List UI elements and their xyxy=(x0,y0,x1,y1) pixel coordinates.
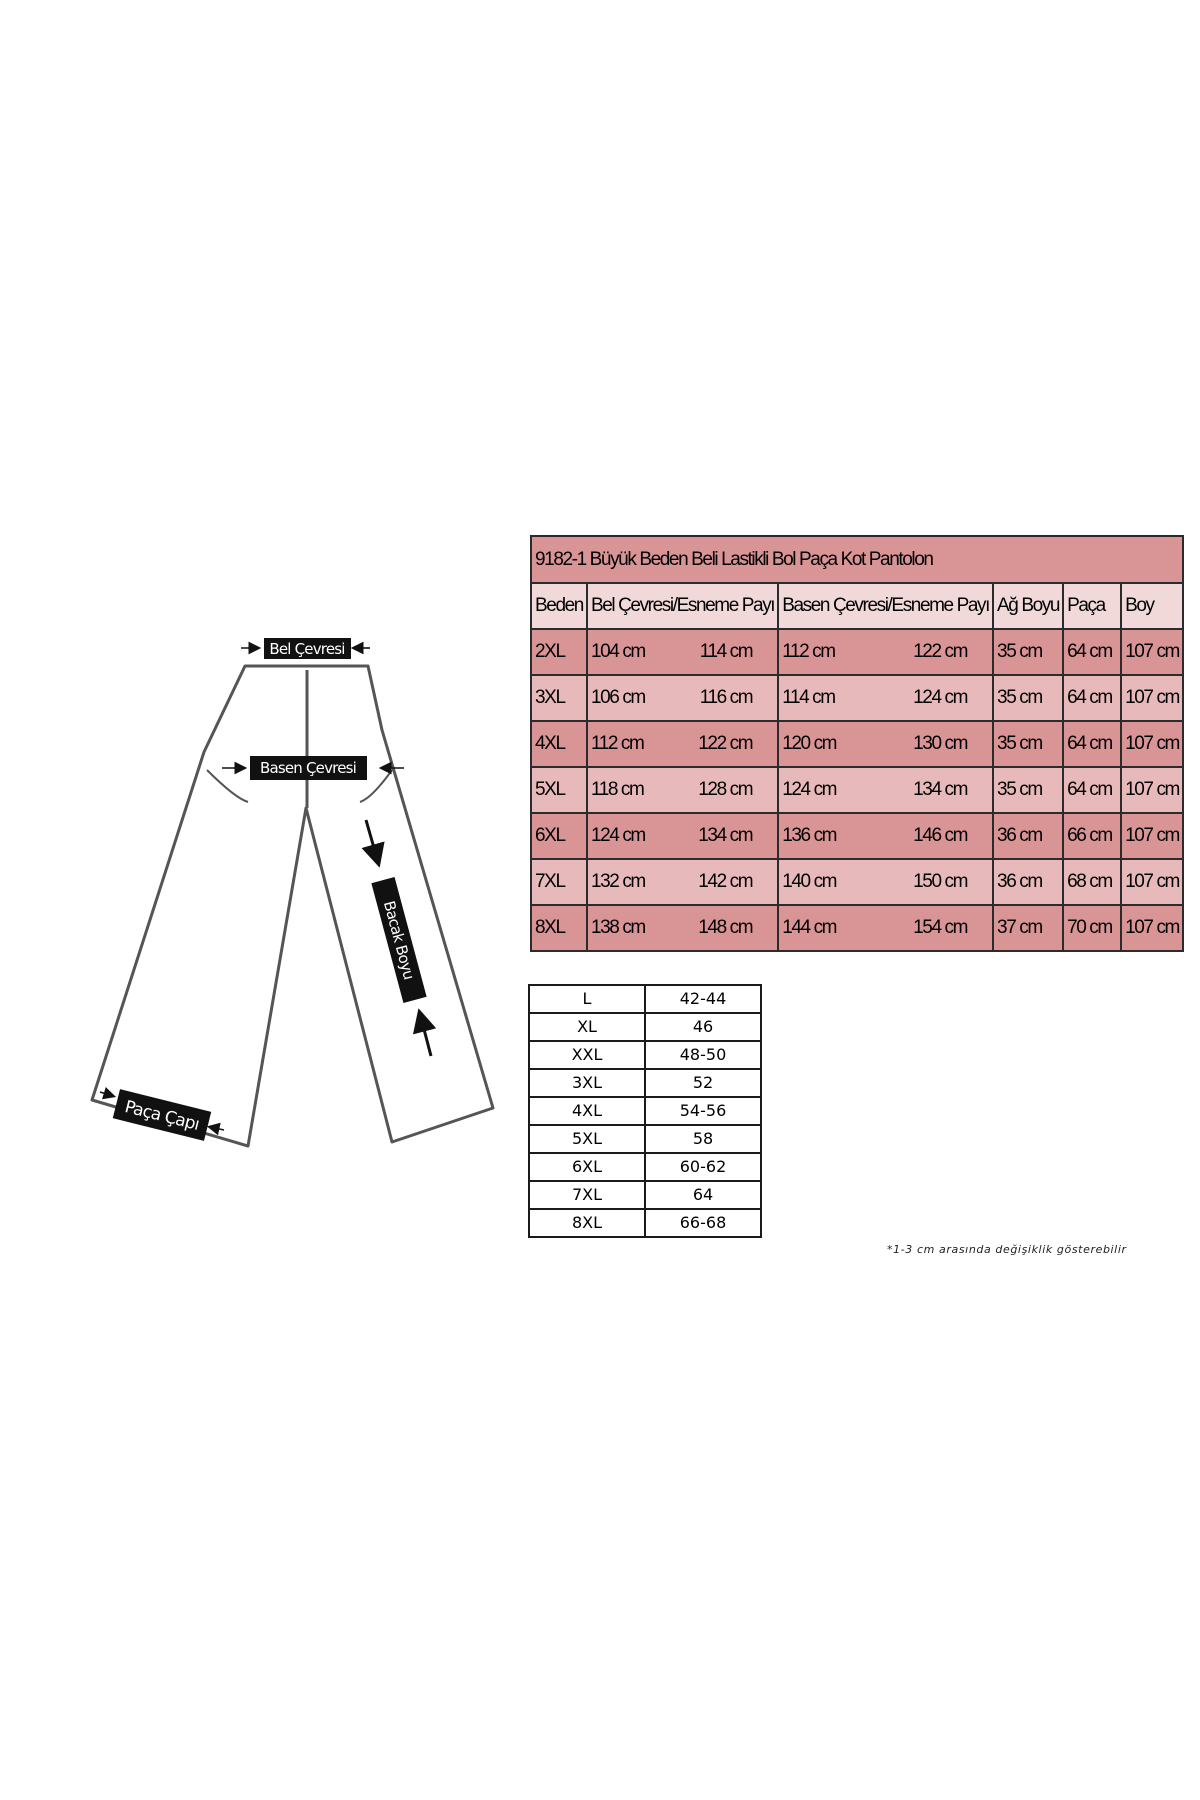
length-cell: 107 cm xyxy=(1121,905,1183,951)
length-cell: 107 cm xyxy=(1121,813,1183,859)
footnote: *1-3 cm arasında değişiklik gösterebilir xyxy=(887,1243,1127,1256)
hip-value: 136 cm xyxy=(782,825,837,846)
waist-cell xyxy=(587,767,778,813)
rise-cell: 35 cm xyxy=(993,721,1063,767)
rise-cell: 35 cm xyxy=(993,675,1063,721)
table-row xyxy=(531,721,1183,767)
waist-cell xyxy=(587,905,778,951)
size-cell: 4XL xyxy=(529,1097,645,1125)
rise-cell: 37 cm xyxy=(993,905,1063,951)
size-cell: XL xyxy=(529,1013,645,1041)
size-cell: 8XL xyxy=(529,1209,645,1237)
size-cell: 6XL xyxy=(531,813,587,859)
size-cell: 7XL xyxy=(529,1181,645,1209)
col-header-waist: Bel Çevresi/Esneme Payı xyxy=(587,583,778,629)
col-header-hem: Paça xyxy=(1063,583,1121,629)
size-value-cell: 64 xyxy=(645,1181,761,1209)
trousers-outline xyxy=(92,666,493,1146)
waist-stretch-value: 122 cm xyxy=(698,733,753,754)
size-value-cell: 46 xyxy=(645,1013,761,1041)
hem-cell: 70 cm xyxy=(1063,905,1121,951)
hip-value: 124 cm xyxy=(782,779,837,800)
table-row xyxy=(529,1097,761,1125)
length-cell: 107 cm xyxy=(1121,721,1183,767)
size-cell: XXL xyxy=(529,1041,645,1069)
hip-cell xyxy=(778,813,993,859)
hip-cell xyxy=(778,767,993,813)
hip-cell xyxy=(778,629,993,675)
hem-cell: 64 cm xyxy=(1063,629,1121,675)
waist-value: 104 cm xyxy=(590,641,645,662)
length-cell: 107 cm xyxy=(1121,629,1183,675)
table-row xyxy=(531,767,1183,813)
size-cell: 7XL xyxy=(531,859,587,905)
col-header-rise: Ağ Boyu xyxy=(993,583,1063,629)
hip-cell xyxy=(778,905,993,951)
rise-cell: 36 cm xyxy=(993,859,1063,905)
size-table xyxy=(530,535,1184,952)
length-cell: 107 cm xyxy=(1121,767,1183,813)
size-cell: 6XL xyxy=(529,1153,645,1181)
waist-value: 112 cm xyxy=(590,733,644,754)
size-value-cell: 54-56 xyxy=(645,1097,761,1125)
hem-cell: 66 cm xyxy=(1063,813,1121,859)
waist-cell xyxy=(587,721,778,767)
hip-cell xyxy=(778,675,993,721)
table-row xyxy=(529,985,761,1013)
size-cell: 5XL xyxy=(529,1125,645,1153)
length-cell: 107 cm xyxy=(1121,859,1183,905)
size-value-cell: 66-68 xyxy=(645,1209,761,1237)
waist-cell xyxy=(587,813,778,859)
size-cell: 2XL xyxy=(531,629,587,675)
size-cell: 4XL xyxy=(531,721,587,767)
table-row xyxy=(531,859,1183,905)
hem-cell: 64 cm xyxy=(1063,767,1121,813)
waist-stretch-value: 114 cm xyxy=(699,641,753,662)
hip-value: 112 cm xyxy=(782,641,835,662)
table-row xyxy=(531,905,1183,951)
waist-stretch-value: 142 cm xyxy=(698,871,753,892)
length-cell: 107 cm xyxy=(1121,675,1183,721)
hip-stretch-value: 124 cm xyxy=(913,687,968,708)
table-row xyxy=(531,813,1183,859)
hip-stretch-value: 134 cm xyxy=(913,779,968,800)
hip-value: 144 cm xyxy=(782,917,837,938)
table-row xyxy=(529,1013,761,1041)
waist-value: 106 cm xyxy=(590,687,645,708)
hip-value: 120 cm xyxy=(782,733,837,754)
hem-label: Paça Çapı xyxy=(122,1097,201,1135)
size-cell: L xyxy=(529,985,645,1013)
hip-stretch-value: 146 cm xyxy=(913,825,968,846)
waist-value: 124 cm xyxy=(590,825,645,846)
size-cell: 8XL xyxy=(531,905,587,951)
hip-stretch-value: 122 cm xyxy=(913,641,968,662)
size-cell: 3XL xyxy=(529,1069,645,1097)
waist-label: Bel Çevresi xyxy=(269,640,345,658)
hip-stretch-value: 154 cm xyxy=(913,917,968,938)
waist-stretch-value: 128 cm xyxy=(698,779,753,800)
size-value-cell: 58 xyxy=(645,1125,761,1153)
table-row xyxy=(529,1153,761,1181)
rise-cell: 35 cm xyxy=(993,629,1063,675)
hip-value: 140 cm xyxy=(782,871,837,892)
inseam-label: Bacak Boyu xyxy=(379,898,419,982)
table-row xyxy=(529,1041,761,1069)
waist-value: 138 cm xyxy=(590,917,645,938)
col-header-length: Boy xyxy=(1121,583,1183,629)
waist-cell xyxy=(587,675,778,721)
hip-stretch-value: 150 cm xyxy=(913,871,968,892)
waist-stretch-value: 116 cm xyxy=(699,687,753,708)
waist-value: 132 cm xyxy=(590,871,645,892)
waist-stretch-value: 148 cm xyxy=(698,917,753,938)
col-header-size: Beden xyxy=(531,583,587,629)
waist-cell xyxy=(587,859,778,905)
hem-cell: 68 cm xyxy=(1063,859,1121,905)
size-value-cell: 42-44 xyxy=(645,985,761,1013)
size-cell: 3XL xyxy=(531,675,587,721)
hip-value: 114 cm xyxy=(782,687,835,708)
rise-cell: 35 cm xyxy=(993,767,1063,813)
rise-cell: 36 cm xyxy=(993,813,1063,859)
size-cell: 5XL xyxy=(531,767,587,813)
hem-cell: 64 cm xyxy=(1063,721,1121,767)
size-value-cell: 48-50 xyxy=(645,1041,761,1069)
table-row xyxy=(529,1209,761,1237)
hip-cell xyxy=(778,721,993,767)
waist-cell xyxy=(587,629,778,675)
size-value-cell: 52 xyxy=(645,1069,761,1097)
table-row xyxy=(529,1069,761,1097)
hip-label: Basen Çevresi xyxy=(259,759,357,777)
table-row xyxy=(529,1125,761,1153)
size-conversion-table xyxy=(528,984,762,1238)
table-row xyxy=(529,1181,761,1209)
waist-stretch-value: 134 cm xyxy=(698,825,753,846)
table-row xyxy=(531,629,1183,675)
hip-cell xyxy=(778,859,993,905)
size-value-cell: 60-62 xyxy=(645,1153,761,1181)
waist-value: 118 cm xyxy=(590,779,644,800)
table-row xyxy=(531,675,1183,721)
hem-cell: 64 cm xyxy=(1063,675,1121,721)
col-header-hip: Basen Çevresi/Esneme Payı xyxy=(778,583,993,629)
hip-stretch-value: 130 cm xyxy=(913,733,968,754)
table-title: 9182-1 Büyük Beden Beli Lastikli Bol Paça Kot Pantolon xyxy=(531,536,1183,583)
